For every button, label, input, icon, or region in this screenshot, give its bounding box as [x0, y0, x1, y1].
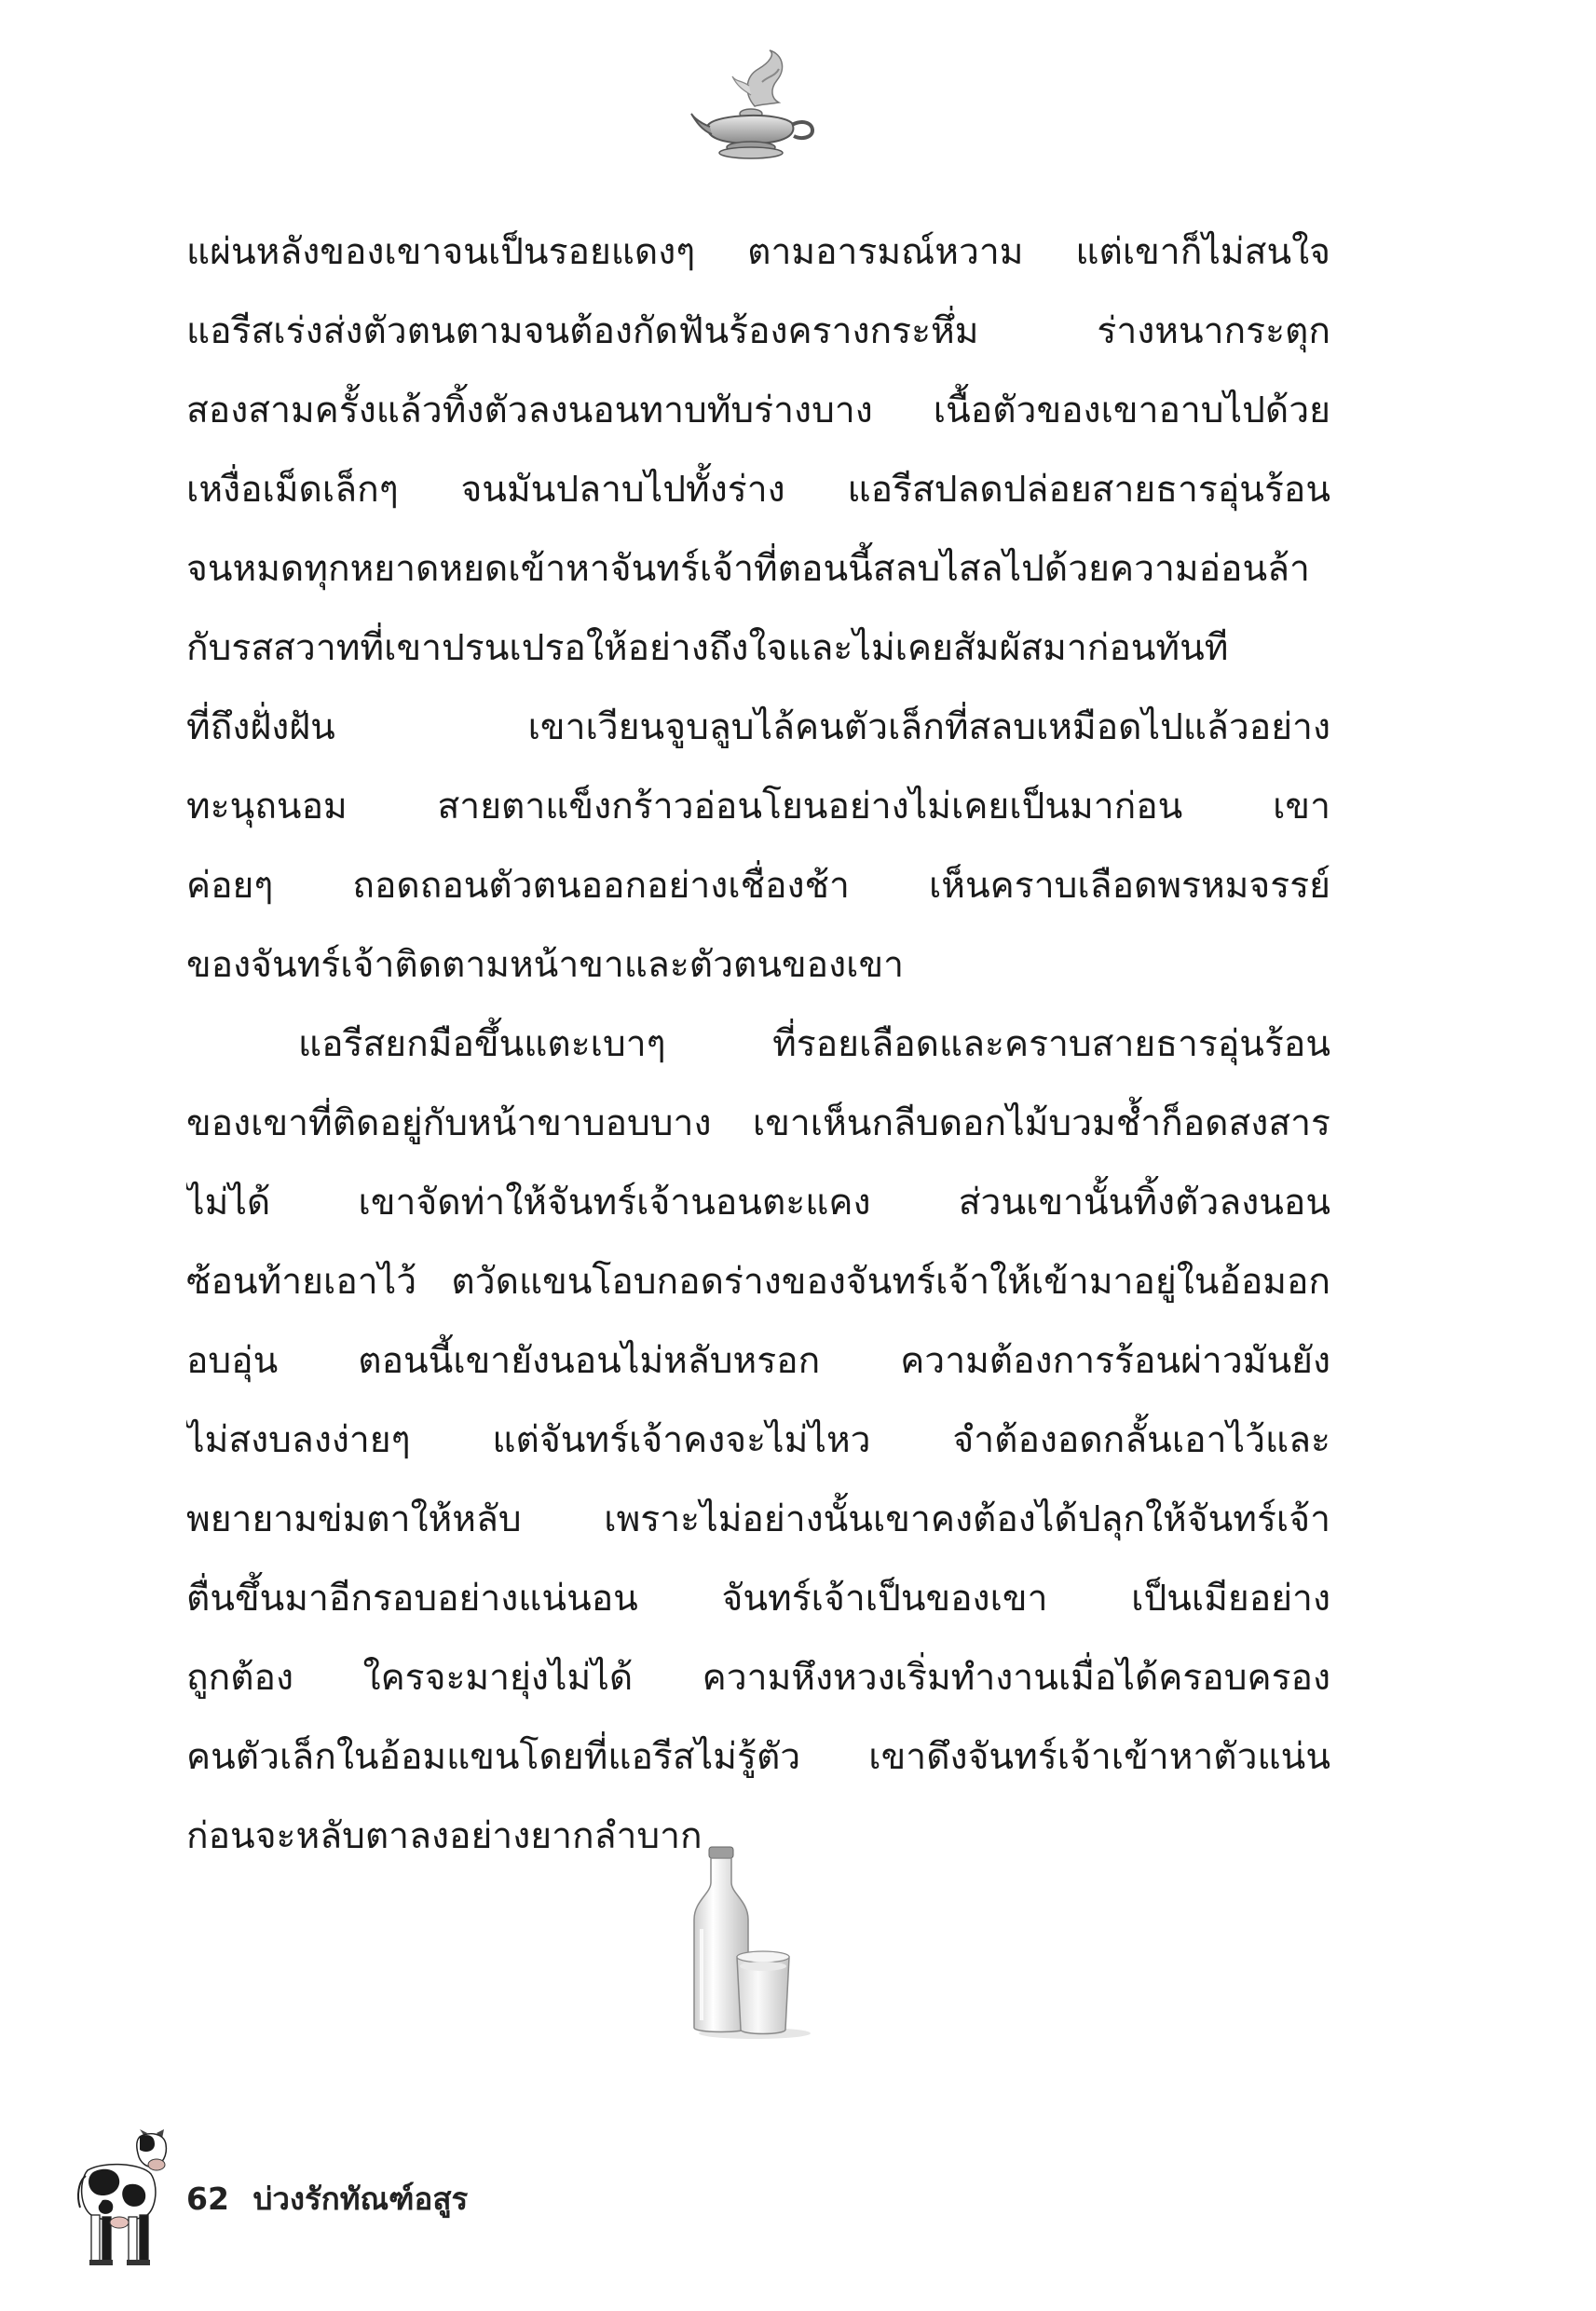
book-title: บ่วงรักทัณฑ์อสูร — [252, 2181, 469, 2217]
text-line: สองสามครั้งแล้วทิ้งตัวลงนอนทาบทับร่างบาง เนื้อตัวของเขาอาบไปด้วย — [186, 390, 1330, 431]
text-line: คนตัวเล็กในอ้อมแขนโดยที่แอรีสไม่รู้ตัว เขาดึงจันทร์เจ้าเข้าหาตัวแน่น — [186, 1736, 1330, 1778]
text-line: แผ่นหลังของเขาจนเป็นรอยแดงๆ ตามอารมณ์หวาม แต่เขาก็ไม่สนใจ — [186, 231, 1330, 273]
text-line: พยายามข่มตาให้หลับ เพราะไม่อย่างนั้นเขาคงต้องได้ปลุกให้จันทร์เจ้า — [186, 1498, 1330, 1540]
text-line: ถูกต้อง ใครจะมายุ่งไม่ได้ ความหึงหวงเริ่มทำงานเมื่อได้ครอบครอง — [186, 1657, 1330, 1699]
text-line: ตื่นขึ้นมาอีกรอบอย่างแน่นอน จันทร์เจ้าเป็นของเขา เป็นเมียอย่าง — [186, 1578, 1330, 1620]
text-line: ที่ถึงฝั่งฝัน เขาเวียนจูบลูบไล้คนตัวเล็กที่สลบเหมือดไปแล้วอย่าง — [186, 706, 1330, 748]
text-line: แอรีสเร่งส่งตัวตนตามจนต้องกัดฟันร้องครางกระหึ่ม ร่างหนากระตุก — [186, 310, 1330, 352]
body-text — [186, 212, 1330, 1876]
milk-bottle-icon — [685, 1845, 815, 2041]
text-line: เหงื่อเม็ดเล็กๆ จนมันปลาบไปทั้งร่าง แอรีสปลดปล่อยสายธารอุ่นร้อน — [186, 469, 1330, 511]
text-line: กับรสสวาทที่เขาปรนเปรอให้อย่างถึงใจและไม่เคยสัมผัสมาก่อนทันที — [186, 627, 1229, 669]
page-footer — [186, 2171, 468, 2227]
text-line: ทะนุถนอม สายตาแข็งกร้าวอ่อนโยนอย่างไม่เคยเป็นมาก่อน เขา — [186, 786, 1330, 827]
text-line: ของจันทร์เจ้าติดตามหน้าขาและตัวตนของเขา — [186, 944, 905, 986]
text-line: ไม่สงบลงง่ายๆ แต่จันทร์เจ้าคงจะไม่ไหว จำต้องอดกลั้นเอาไว้และ — [186, 1419, 1330, 1461]
text-line: ของเขาที่ติดอยู่กับหน้าขาบอบบาง เขาเห็นกลีบดอกไม้บวมช้ำก็อดสงสาร — [186, 1102, 1330, 1144]
genie-lamp-icon — [689, 48, 820, 165]
text-line: ซ้อนท้ายเอาไว้ ตวัดแขนโอบกอดร่างของจันทร์เจ้าให้เข้ามาอยู่ในอ้อมอก — [186, 1261, 1330, 1303]
text-line: อบอุ่น ตอนนี้เขายังนอนไม่หลับหรอก ความต้องการร้อนผ่าวมันยัง — [186, 1340, 1330, 1382]
text-line: ไม่ได้ เขาจัดท่าให้จันทร์เจ้านอนตะแคง ส่วนเขานั้นทิ้งตัวลงนอน — [186, 1182, 1330, 1224]
text-line: ค่อยๆ ถอดถอนตัวตนออกอย่างเชื่องช้า เห็นคราบเลือดพรหมจรรย์ — [186, 865, 1330, 907]
cow-icon — [75, 2129, 177, 2269]
text-line: แอรีสยกมือขึ้นแตะเบาๆ ที่รอยเลือดและคราบสายธารอุ่นร้อน — [298, 1023, 1330, 1065]
page-number: 62 — [186, 2181, 229, 2217]
text-line: ก่อนจะหลับตาลงอย่างยากลำบาก — [186, 1815, 703, 1857]
text-line: จนหมดทุกหยาดหยดเข้าหาจันทร์เจ้าที่ตอนนี้สลบไสลไปด้วยความอ่อนล้า — [186, 548, 1310, 590]
